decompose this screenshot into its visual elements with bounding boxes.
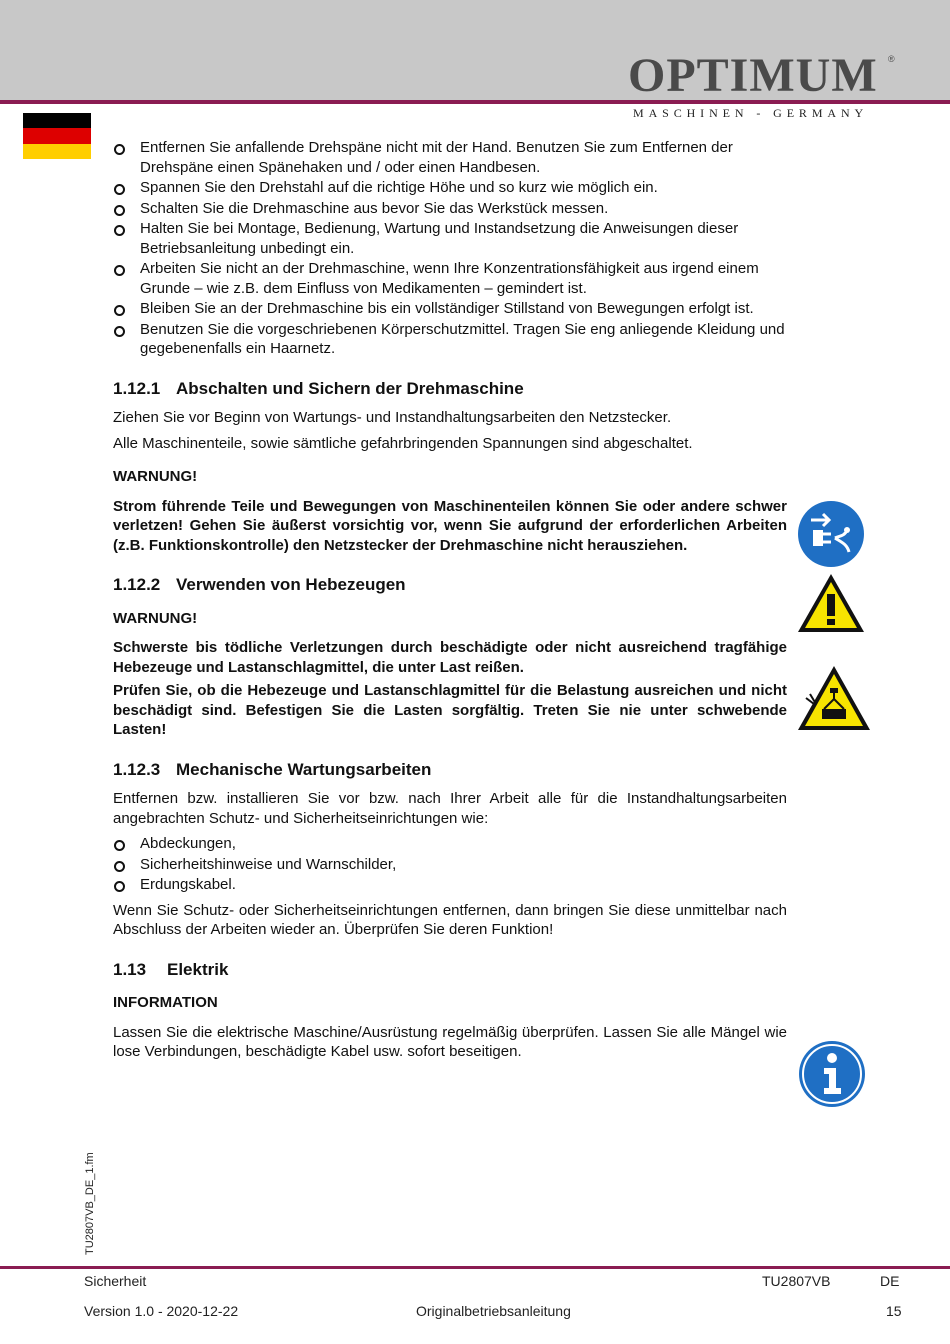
- list-item: Abdeckungen,: [113, 834, 787, 854]
- section-title: Mechanische Wartungsarbeiten: [176, 759, 432, 779]
- section-title: Abschalten und Sichern der Drehmaschine: [176, 378, 524, 398]
- brand-logo: OPTIMUM: [628, 49, 878, 102]
- list-item: Spannen Sie den Drehstahl auf die richtige Höhe und so kurz wie möglich ein.: [113, 178, 787, 198]
- list-item: Arbeiten Sie nicht an der Drehmaschine, wenn Ihre Konzentrationsfähigkeit aus irgend einem Grunde – wie z.B. dem Einfluss von Medikamenten – gemindert ist.: [113, 259, 787, 298]
- registered-mark: ®: [888, 54, 895, 64]
- list-item: Entfernen Sie anfallende Drehspäne nicht mit der Hand. Benutzen Sie zum Entfernen der Drehspäne einen Spänehaken und / oder einen Handbesen.: [113, 138, 787, 177]
- footer-document: Originalbetriebsanleitung: [416, 1303, 571, 1319]
- general-warning-icon: [796, 572, 866, 634]
- file-name: TU2807VB_DE_1.fm: [84, 1152, 96, 1255]
- page-number: 15: [886, 1303, 902, 1319]
- intro-bullet-list: [113, 138, 787, 359]
- footer-rule: [0, 1266, 950, 1269]
- german-flag-icon: [23, 113, 91, 159]
- information-label: INFORMATION: [113, 994, 218, 1011]
- information-icon: [798, 1040, 866, 1108]
- paragraph: Alle Maschinenteile, sowie sämtliche gefahrbringenden Spannungen sind abgeschaltet.: [113, 434, 693, 452]
- maintenance-bullet-list: [113, 834, 787, 895]
- paragraph: Ziehen Sie vor Beginn von Wartungs- und Instandhaltungsarbeiten den Netzstecker.: [113, 409, 672, 426]
- list-item: Halten Sie bei Montage, Bedienung, Wartung und Instandsetzung die Anweisungen dieser Betriebsanleitung unbedingt ein.: [113, 219, 787, 258]
- footer-model: TU2807VB: [762, 1273, 831, 1289]
- list-item: Sicherheitshinweise und Warnschilder,: [113, 855, 787, 875]
- section-heading-1-12-1: [113, 379, 787, 399]
- warning-label: WARNUNG!: [113, 609, 198, 627]
- section-heading-1-12-2: [113, 575, 787, 595]
- section-number: 1.13: [113, 959, 147, 979]
- section-number: 1.12.3: [113, 759, 161, 779]
- list-item: Erdungskabel.: [113, 875, 787, 895]
- page-content: [113, 138, 787, 1068]
- footer-section: Sicherheit: [84, 1273, 147, 1289]
- warning-text: Schwerste bis tödliche Verletzungen durch beschädigte oder nicht ausreichend tragfähige Hebezeuge und Lastanschlagmittel, die unter Last reißen.: [113, 639, 787, 676]
- section-heading-1-12-3: [113, 760, 787, 780]
- section-title: Elektrik: [167, 959, 229, 979]
- brand-tagline: MASCHINEN - GERMANY: [633, 106, 869, 120]
- information-text: Lassen Sie die elektrische Maschine/Ausrüstung regelmäßig überprüfen. Lassen Sie alle Mängel wie lose Verbindungen, beschädigte Kabel usw. sofort beseitigen.: [113, 1023, 787, 1060]
- warning-text: Prüfen Sie, ob die Hebezeuge und Lastanschlagmittel für die Belastung ausreichen und nicht beschädigt sind. Befestigen Sie die Lasten sorgfältig. Treten Sie nie unter schwebende Lasten!: [113, 682, 787, 738]
- list-item: Benutzen Sie die vorgeschriebenen Körperschutzmittel. Tragen Sie eng anliegende Kleidung und gegebenenfalls ein Haarnetz.: [113, 320, 787, 359]
- unplug-mandatory-icon: [797, 500, 865, 568]
- section-number: 1.12.2: [113, 575, 161, 594]
- warning-label: WARNUNG!: [113, 468, 198, 485]
- section-number: 1.12.1: [113, 378, 161, 398]
- footer-language: DE: [880, 1273, 900, 1289]
- list-item: Bleiben Sie an der Drehmaschine bis ein vollständiger Stillstand von Bewegungen erfolgt ist.: [113, 299, 787, 319]
- suspended-load-warning-icon: [796, 664, 872, 732]
- section-heading-1-13: [113, 960, 787, 980]
- paragraph: Wenn Sie Schutz- oder Sicherheitseinrichtungen entfernen, dann bringen Sie diese unmittelbar nach Abschluss der Arbeiten wieder an. Überprüfen Sie deren Funktion!: [113, 901, 787, 938]
- paragraph: Entfernen bzw. installieren Sie vor bzw. nach Ihrer Arbeit alle für die Instandhaltungsarbeiten angebrachten Schutz- und Sicherheitseinrichtungen wie:: [113, 790, 787, 827]
- section-title: Verwenden von Hebezeugen: [176, 575, 406, 594]
- footer-version: Version 1.0 - 2020-12-22: [84, 1303, 239, 1319]
- list-item: Schalten Sie die Drehmaschine aus bevor Sie das Werkstück messen.: [113, 199, 787, 219]
- warning-text: Strom führende Teile und Bewegungen von Maschinenteilen können Sie oder andere schwer verletzen! Gehen Sie äußerst vorsichtig vor, wenn Sie aufgrund der erforderlichen Arbeiten (z.B. Funktionskontrolle) den Netzstecker der Drehmaschine nicht herausziehen.: [113, 497, 787, 554]
